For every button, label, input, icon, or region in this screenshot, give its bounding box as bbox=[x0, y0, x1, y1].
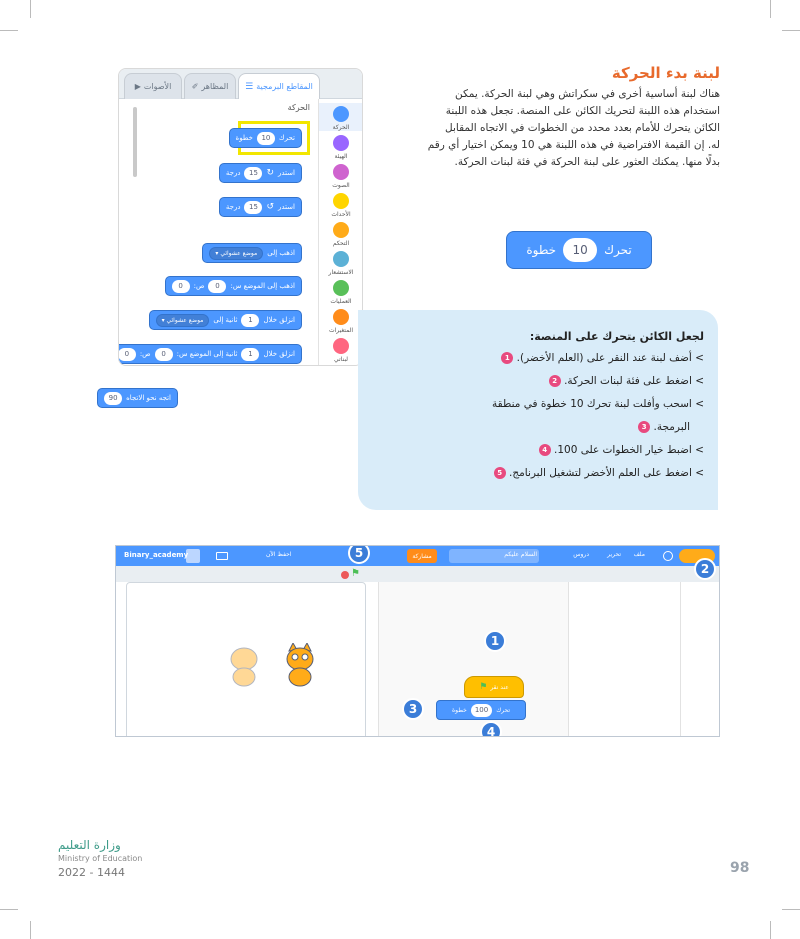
category-item[interactable] bbox=[319, 190, 363, 218]
category-label: لبناتي bbox=[334, 356, 348, 363]
project-title-text: السلام عليكم bbox=[504, 551, 537, 558]
category-item[interactable] bbox=[319, 277, 363, 305]
rotate-clockwise-icon: ↻ bbox=[266, 168, 275, 178]
step-text: > اسحب وأفلت لبنة تحرك 10 خطوة في منطقة bbox=[492, 398, 704, 410]
example-steps-oval: 10 bbox=[563, 238, 597, 262]
goto-xy-block[interactable]: اذهب إلى الموضع س: 0 ص: 0 bbox=[165, 276, 302, 296]
step-marker-1: 1 bbox=[484, 630, 506, 652]
palette-scrollbar[interactable] bbox=[133, 107, 137, 177]
callout-step bbox=[374, 442, 704, 459]
turn-left-input[interactable]: 15 bbox=[244, 201, 262, 214]
step-marker-4: 4 bbox=[480, 721, 502, 737]
callout-title: لجعل الكائن يتحرك على المنصة: bbox=[529, 330, 704, 343]
rotate-counterclockwise-icon: ↺ bbox=[266, 202, 275, 212]
crop-mark bbox=[30, 921, 31, 939]
year-text: 2022 - 1444 bbox=[58, 866, 125, 879]
goto-target-dropdown[interactable]: موضع عشوائي ▾ bbox=[209, 247, 263, 260]
category-dot-icon bbox=[333, 338, 349, 354]
paragraph-line: هناك لبنة أساسية أخرى في سكراتش وهي لبنة الحركة. يمكن bbox=[454, 88, 720, 100]
step-number-badge: 5 bbox=[494, 467, 506, 479]
screenshot-categories bbox=[680, 582, 720, 737]
turn-right-block[interactable]: استدر ↻ 15 درجة bbox=[219, 163, 302, 183]
step-text: البرمجة. bbox=[653, 421, 690, 433]
cat-sprite bbox=[279, 643, 321, 689]
step-text: > اضغط على العلم الأخضر لتشغيل البرنامج. bbox=[509, 467, 704, 479]
menu-tutorials[interactable]: دروس bbox=[573, 551, 589, 558]
editor-tabs bbox=[116, 566, 720, 582]
step-text: > أضف لبنة عند النقر على (العلم الأخضر). bbox=[516, 352, 704, 364]
category-dot-icon bbox=[333, 309, 349, 325]
category-item[interactable] bbox=[319, 248, 363, 276]
share-button[interactable]: مشاركة bbox=[407, 549, 437, 563]
paragraph-line: له. إن القيمة الافتراضية في هذه اللبنة هي 10 ويمكن اختيار أي رقم bbox=[427, 139, 720, 151]
screenshot-palette bbox=[568, 582, 680, 737]
turn-right-input[interactable]: 15 bbox=[244, 167, 262, 180]
menu-bar bbox=[116, 546, 720, 566]
section-title: لبنة بدء الحركة bbox=[611, 64, 720, 82]
category-label: الاستشعار bbox=[328, 269, 354, 276]
category-heading: الحركة bbox=[287, 103, 310, 112]
crop-mark bbox=[0, 909, 18, 910]
green-flag-icon: ⚑ bbox=[479, 682, 488, 692]
category-label: المتغيرات bbox=[328, 327, 354, 334]
category-label: الأحداث bbox=[331, 211, 351, 218]
move-steps-input[interactable]: 100 bbox=[471, 704, 492, 717]
category-dot-icon bbox=[333, 251, 349, 267]
callout-step bbox=[374, 419, 704, 436]
category-dot-icon bbox=[333, 193, 349, 209]
crop-mark bbox=[770, 921, 771, 939]
globe-icon[interactable] bbox=[663, 551, 673, 561]
example-move-block: تحرك 10 خطوة bbox=[506, 231, 652, 269]
paragraph-line: الكائن يتحرك للأمام بعدد محدد من الخطوات في الاتجاه المقابل bbox=[445, 122, 720, 134]
category-label: الهيئة bbox=[334, 153, 348, 160]
brush-icon: ✐ bbox=[191, 82, 199, 91]
block-palette-panel bbox=[118, 68, 363, 366]
callout-step bbox=[374, 350, 704, 367]
tab-costumes[interactable]: ✐ المظاهر bbox=[184, 73, 236, 99]
category-label: الصوت bbox=[332, 182, 350, 189]
stage[interactable] bbox=[126, 582, 366, 737]
step-text: > اضغط على فئة لبنات الحركة. bbox=[564, 375, 704, 387]
glide-xy-block[interactable]: انزلق خلال 1 ثانية إلى الموضع س: 0 ص: 0 bbox=[118, 344, 302, 364]
step-number-badge: 1 bbox=[501, 352, 513, 364]
step-marker-5: 5 bbox=[348, 545, 370, 564]
callout-step bbox=[374, 396, 704, 413]
step-number-badge: 4 bbox=[539, 444, 551, 456]
crop-mark bbox=[770, 0, 771, 18]
step-text: > اضبط خيار الخطوات على 100. bbox=[553, 444, 704, 456]
crop-mark bbox=[782, 909, 800, 910]
speaker-icon: ▶ bbox=[134, 82, 141, 91]
move-steps-input[interactable]: 10 bbox=[257, 132, 275, 145]
category-dot-icon bbox=[333, 106, 349, 122]
menu-file[interactable]: ملف bbox=[633, 551, 645, 558]
glide-seconds-input[interactable]: 1 bbox=[241, 314, 259, 327]
category-dot-icon bbox=[333, 222, 349, 238]
direction-input[interactable]: 90 bbox=[104, 392, 122, 405]
callout-step bbox=[374, 465, 704, 482]
category-label: الحركة bbox=[332, 124, 350, 131]
category-dot-icon bbox=[333, 164, 349, 180]
crop-mark bbox=[0, 30, 18, 31]
category-item[interactable] bbox=[319, 161, 363, 189]
when-flag-clicked-block[interactable]: عند نقر ⚑ bbox=[464, 676, 524, 698]
green-flag-icon[interactable]: ⚑ bbox=[351, 568, 360, 579]
category-item[interactable] bbox=[319, 335, 363, 363]
crop-mark bbox=[30, 0, 31, 18]
crop-mark bbox=[782, 30, 800, 31]
tab-sounds[interactable]: ▶ الأصوات bbox=[124, 73, 182, 99]
steps-callout bbox=[358, 310, 718, 510]
tab-bar bbox=[119, 69, 363, 99]
goto-x-input[interactable]: 0 bbox=[208, 280, 226, 293]
glide-target-dropdown[interactable]: موضع عشوائي ▾ bbox=[156, 314, 210, 327]
move-block[interactable]: تحرك 10 خطوة bbox=[229, 128, 302, 148]
goto-y-input[interactable]: 0 bbox=[172, 280, 190, 293]
category-dot-icon bbox=[333, 280, 349, 296]
scratch-editor-screenshot bbox=[115, 545, 720, 737]
category-item[interactable] bbox=[319, 219, 363, 247]
callout-step bbox=[374, 373, 704, 390]
category-dot-icon bbox=[333, 135, 349, 151]
step-marker-3: 3 bbox=[402, 698, 424, 720]
category-label: العمليات bbox=[330, 298, 352, 305]
ministry-logo-arabic: وزارة التعليم bbox=[58, 838, 121, 852]
category-item[interactable] bbox=[319, 306, 363, 334]
glide-y-input[interactable]: 0 bbox=[118, 348, 136, 361]
section-paragraph bbox=[390, 86, 720, 171]
category-item[interactable] bbox=[319, 132, 363, 160]
glide-x-input[interactable]: 0 bbox=[155, 348, 173, 361]
project-name[interactable]: Binary_academy bbox=[124, 551, 189, 559]
menu-edit[interactable]: تحرير bbox=[607, 551, 621, 558]
goto-block[interactable]: اذهب إلى موضع عشوائي ▾ bbox=[202, 243, 302, 263]
glide-xy-seconds-input[interactable]: 1 bbox=[241, 348, 259, 361]
cat-sprite-ghost bbox=[223, 643, 265, 689]
point-direction-block[interactable]: اتجه نحو الاتجاه 90 bbox=[97, 388, 178, 408]
category-list bbox=[318, 99, 362, 366]
stop-icon[interactable] bbox=[341, 571, 349, 579]
category-item[interactable] bbox=[319, 103, 363, 131]
move-100-steps-block[interactable]: تحرك 100 خطوة bbox=[436, 700, 526, 720]
step-number-badge: 3 bbox=[638, 421, 650, 433]
paragraph-line: بدلًا منها. يمكنك العثور على لبنة الحركة في فئة لبنات الحركة. bbox=[454, 156, 720, 168]
step-number-badge: 2 bbox=[549, 375, 561, 387]
step-marker-2: 2 bbox=[694, 558, 716, 580]
page-number: 98 bbox=[730, 860, 750, 876]
tab-code[interactable]: ☰ المقاطع البرمجية bbox=[238, 73, 320, 99]
code-icon: ☰ bbox=[245, 81, 254, 92]
ministry-logo-english: Ministry of Education bbox=[58, 854, 143, 863]
turn-left-block[interactable]: استدر ↺ 15 درجة bbox=[219, 197, 302, 217]
folder-icon[interactable] bbox=[216, 552, 228, 560]
paragraph-line: استخدام هذه اللبنة لتحريك الكائن على المنصة. تجعل هذه اللبنة bbox=[445, 105, 720, 117]
glide-block[interactable]: انزلق خلال 1 ثانية إلى موضع عشوائي ▾ bbox=[149, 310, 302, 330]
category-label: التحكم bbox=[332, 240, 350, 247]
save-now-text[interactable]: احفظ الآن bbox=[266, 551, 292, 558]
